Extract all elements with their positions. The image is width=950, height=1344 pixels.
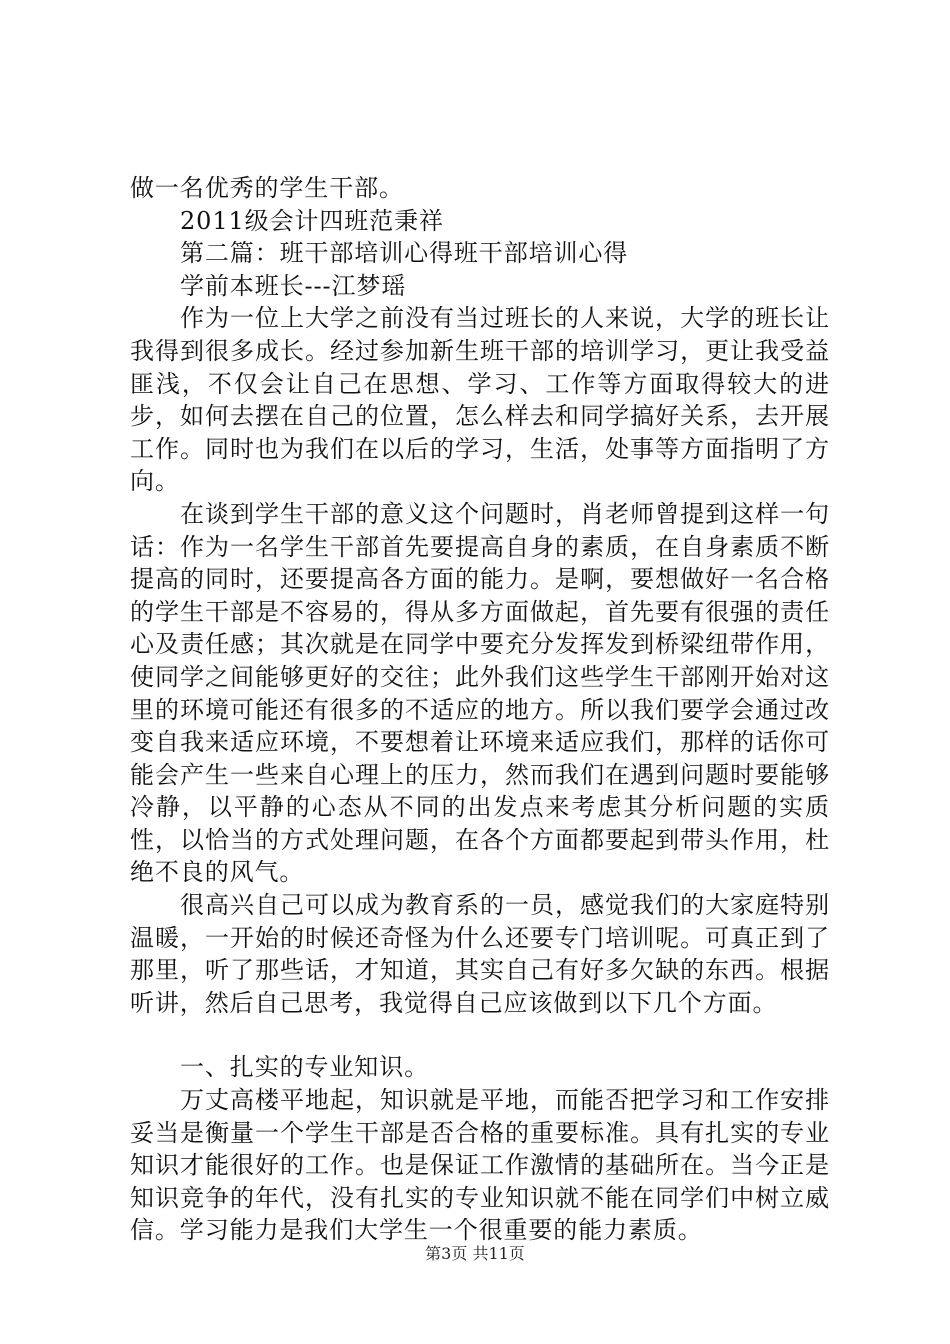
paragraph: 万丈高楼平地起，知识就是平地，而能否把学习和工作安排妥当是衡量一个学生干部是否合格的重要标准。具有扎实的专业知识才能很好的工作。也是保证工作激情的基础所在。当今正是知识竞争的年代，没有扎实的专业知识就不能在同学们中树立威信。学习能力是我们大学生一个很重要的能力素质。 xyxy=(130,1086,830,1245)
page-footer: 第3页 共11页 xyxy=(425,1244,525,1263)
author-line: 学前本班长---江梦瑶 xyxy=(180,271,407,300)
paragraph: 很高兴自己可以成为教育系的一员，感觉我们的大家庭特别温暖，一开始的时候还奇怪为什么还要专门培训呢。可真正到了那里，听了那些话，才知道，其实自己有好多欠缺的东西。根据听讲，然后自己思考，我觉得自己应该做到以下几个方面。 xyxy=(130,891,830,1017)
blank-line xyxy=(130,1019,830,1051)
document-body xyxy=(130,172,830,1247)
section-title: 第二篇：班干部培训心得班干部培训心得 xyxy=(180,239,629,268)
signature-line: 2011级会计四班范秉祥 xyxy=(180,206,444,235)
subheading: 一、扎实的专业知识。 xyxy=(180,1053,429,1082)
paragraph: 在谈到学生干部的意义这个问题时，肖老师曾提到这样一句话：作为一名学生干部首先要提高自身的素质，在自身素质不断提高的同时，还要提高各方面的能力。是啊，要想做好一名合格的学生干部是不容易的，得从多方面做起，首先要有很强的责任心及责任感；其次就是在同学中要充分发挥发到桥梁纽带作用，使同学之间能够更好的交往；此外我们这些学生干部刚开始对这里的环境可能还有很多的不适应的地方。所以我们要学会通过改变自我来适应环境，不要想着让环境来适应我们，那样的话你可能会产生一些来自心理上的压力，然而我们在遇到问题时要能够冷静，以平静的心态从不同的出发点来考虑其分析问题的实质性，以恰当的方式处理问题，在各个方面都要起到带头作用，杜绝不良的风气。 xyxy=(130,499,830,887)
paragraph: 作为一位上大学之前没有当过班长的人来说，大学的班长让我得到很多成长。经过参加新生班干部的培训学习，更让我受益匪浅，不仅会让自己在思想、学习、工作等方面取得较大的进步，如何去摆在自己的位置，怎么样去和同学搞好关系，去开展工作。同时也为我们在以后的学习，生活，处事等方面指明了方向。 xyxy=(130,304,830,496)
paragraph-continuation: 做一名优秀的学生干部。 xyxy=(130,174,404,202)
